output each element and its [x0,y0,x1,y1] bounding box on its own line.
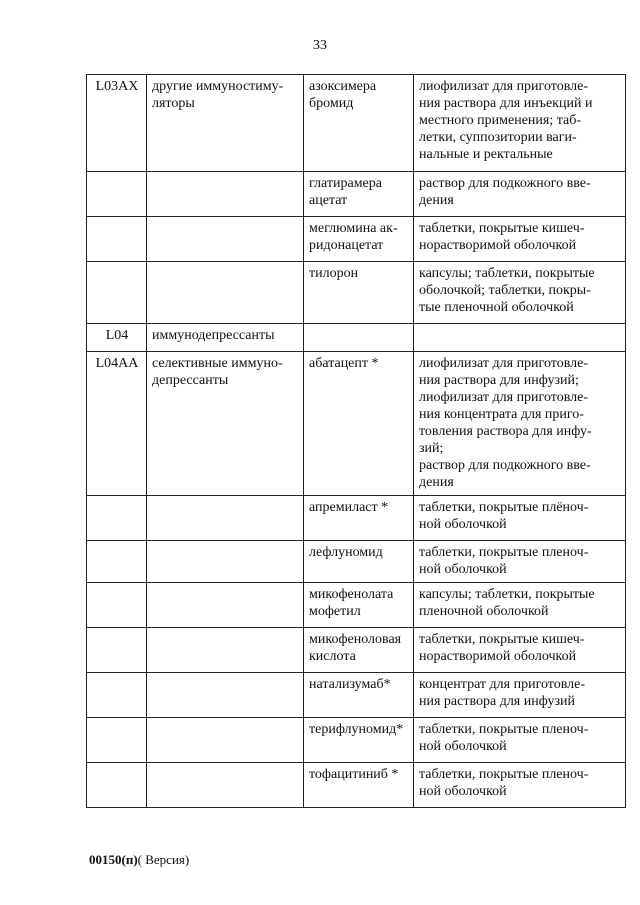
row-code [87,763,147,808]
row-group [147,172,304,217]
row-drug: меглюмина ак- ридонацетат [304,217,414,262]
row-drug: апремиласт * [304,496,414,541]
page-number: 33 [313,38,327,53]
row-group [147,217,304,262]
table-row [87,541,626,583]
footer [89,852,189,868]
table-row [87,763,626,808]
row-form: таблетки, покрытые пленоч- ной оболочкой [414,541,626,583]
row-drug: микофенолата мофетил [304,583,414,628]
row-form: таблетки, покрытые пленоч- ной оболочкой [414,718,626,763]
row-drug: глатирамера ацетат [304,172,414,217]
row-drug [304,324,414,352]
row-drug: азоксимера бромид [304,75,414,172]
document-id: 00150(п) [89,852,138,867]
document-version: ( Версия) [137,852,190,867]
row-code [87,628,147,673]
table-row [87,583,626,628]
row-group [147,718,304,763]
table-row [87,352,626,496]
row-drug: терифлуномид* [304,718,414,763]
row-group: иммунодепрессанты [147,324,304,352]
row-code [87,541,147,583]
row-group [147,673,304,718]
row-code [87,262,147,324]
row-form: капсулы; таблетки, покрытые оболочкой; таблетки, покры- тые пленочной оболочкой [414,262,626,324]
table-row [87,262,626,324]
row-drug: лефлуномид [304,541,414,583]
row-group [147,628,304,673]
row-code [87,583,147,628]
drug-table [86,74,626,808]
row-code [87,673,147,718]
table-body [87,75,626,808]
row-drug: тилорон [304,262,414,324]
row-form: раствор для подкожного вве- дения [414,172,626,217]
row-code [87,172,147,217]
row-group: другие иммуностиму- ляторы [147,75,304,172]
row-code [87,217,147,262]
row-group [147,541,304,583]
row-drug: натализумаб* [304,673,414,718]
table-row [87,217,626,262]
row-form: лиофилизат для приготовле- ния раствора для инфузий; лиофилизат для приготовле- ния концентрата для приго- товления раствора для инфу- зий; раствор для подкожного вве- дения [414,352,626,496]
row-form: таблетки, покрытые кишеч- норастворимой оболочкой [414,628,626,673]
table-row [87,628,626,673]
row-drug: тофацитиниб * [304,763,414,808]
row-form: таблетки, покрытые плёноч- ной оболочкой [414,496,626,541]
table-row [87,172,626,217]
row-form [414,324,626,352]
row-form: лиофилизат для приготовле- ния раствора для инъекций и местного применения; таб- летки, суппозитории ваги- нальные и ректальные [414,75,626,172]
row-code: L04AA [87,352,147,496]
row-group: селективные иммуно- депрессанты [147,352,304,496]
row-group [147,262,304,324]
row-drug: микофеноловая кислота [304,628,414,673]
table-row [87,673,626,718]
table-row [87,324,626,352]
table-row [87,496,626,541]
row-form: концентрат для приготовле- ния раствора для инфузий [414,673,626,718]
row-group [147,763,304,808]
row-code [87,496,147,541]
row-drug: абатацепт * [304,352,414,496]
row-code [87,718,147,763]
row-group [147,583,304,628]
row-form: таблетки, покрытые кишеч- норастворимой оболочкой [414,217,626,262]
row-form: капсулы; таблетки, покрытые пленочной оболочкой [414,583,626,628]
table-row [87,718,626,763]
row-group [147,496,304,541]
table-row [87,75,626,172]
row-form: таблетки, покрытые пленоч- ной оболочкой [414,763,626,808]
row-code: L04 [87,324,147,352]
row-code: L03AX [87,75,147,172]
